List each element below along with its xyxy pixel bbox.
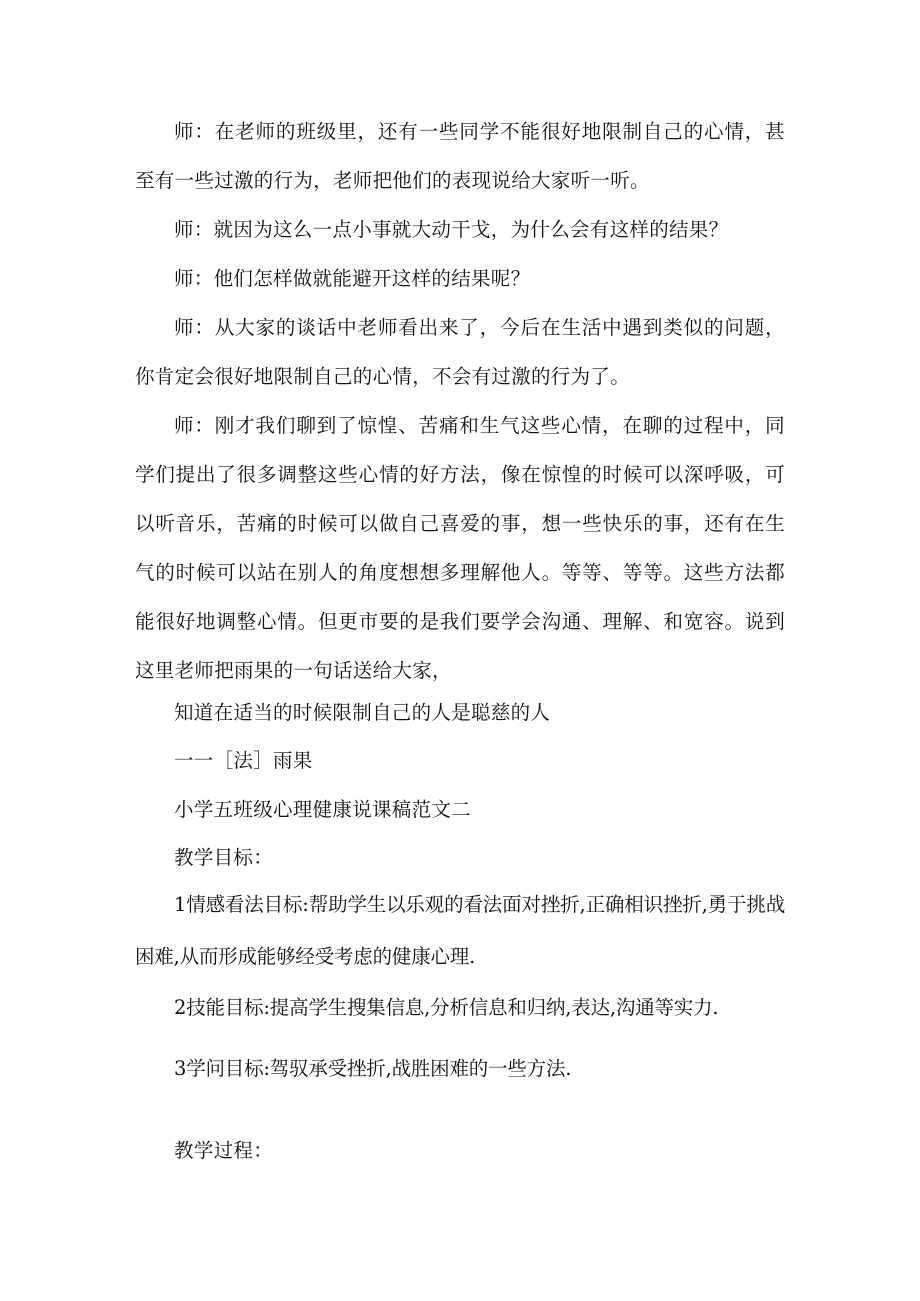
paragraph-teacher-why: 师：就因为这么一点小事就大动干戈，为什么会有这样的结果？	[174, 218, 729, 241]
paragraph-teacher-avoid: 师：他们怎样做就能避开这样的结果呢？	[174, 267, 531, 290]
process-heading: 教学过程：	[174, 1139, 274, 1162]
goals-heading: 教学目标：	[174, 846, 274, 869]
goal-item-knowledge: 3学问目标:驾驭承受挫折,战胜困难的一些方法.	[174, 1057, 572, 1080]
paragraph-teacher-conclusion: 师：从大家的谈话中老师看出来了，今后在生活中遇到类似的问题，你肯定会很好地限制自己的心情，不会有过激的行为了。	[135, 316, 785, 388]
paragraph-teacher-class: 师：在老师的班级里，还有一些同学不能很好地限制自己的心情，甚至有一些过激的行为，老师把他们的表现说给大家听一听。	[135, 120, 785, 192]
quote-text: 知道在适当的时候限制自己的人是聪慈的人	[174, 701, 551, 724]
goal-item-skill: 2技能目标:提高学生搜集信息,分析信息和归纳,表达,沟通等实力.	[174, 996, 719, 1019]
paragraph-teacher-methods: 师：刚才我们聊到了惊惶、苦痛和生气这些心情，在聊的过程中，同学们提出了很多调整这些心情的好方法，像在惊惶的时候可以深呼吸，可以听音乐，苦痛的时候可以做自己喜爱的事，想一些快乐的事，还有在生气的时候可以站在别人的角度想想多理解他人。等等、等等。这些方法都能很好地调整心情。但更市要的是我们要学会沟通、理解、和宽容。说到这里老师把雨果的一句话送给大家，	[135, 414, 785, 682]
section-title: 小学五班级心理健康说课稿范文二	[174, 798, 472, 821]
quote-author: 一一［法］雨果	[174, 749, 313, 772]
goal-item-emotion: 1情感看法目标:帮助学生以乐观的看法面对挫折,正确相识挫折,勇于挑战困难,从而形成能够经受考虑的健康心理.	[135, 893, 785, 968]
